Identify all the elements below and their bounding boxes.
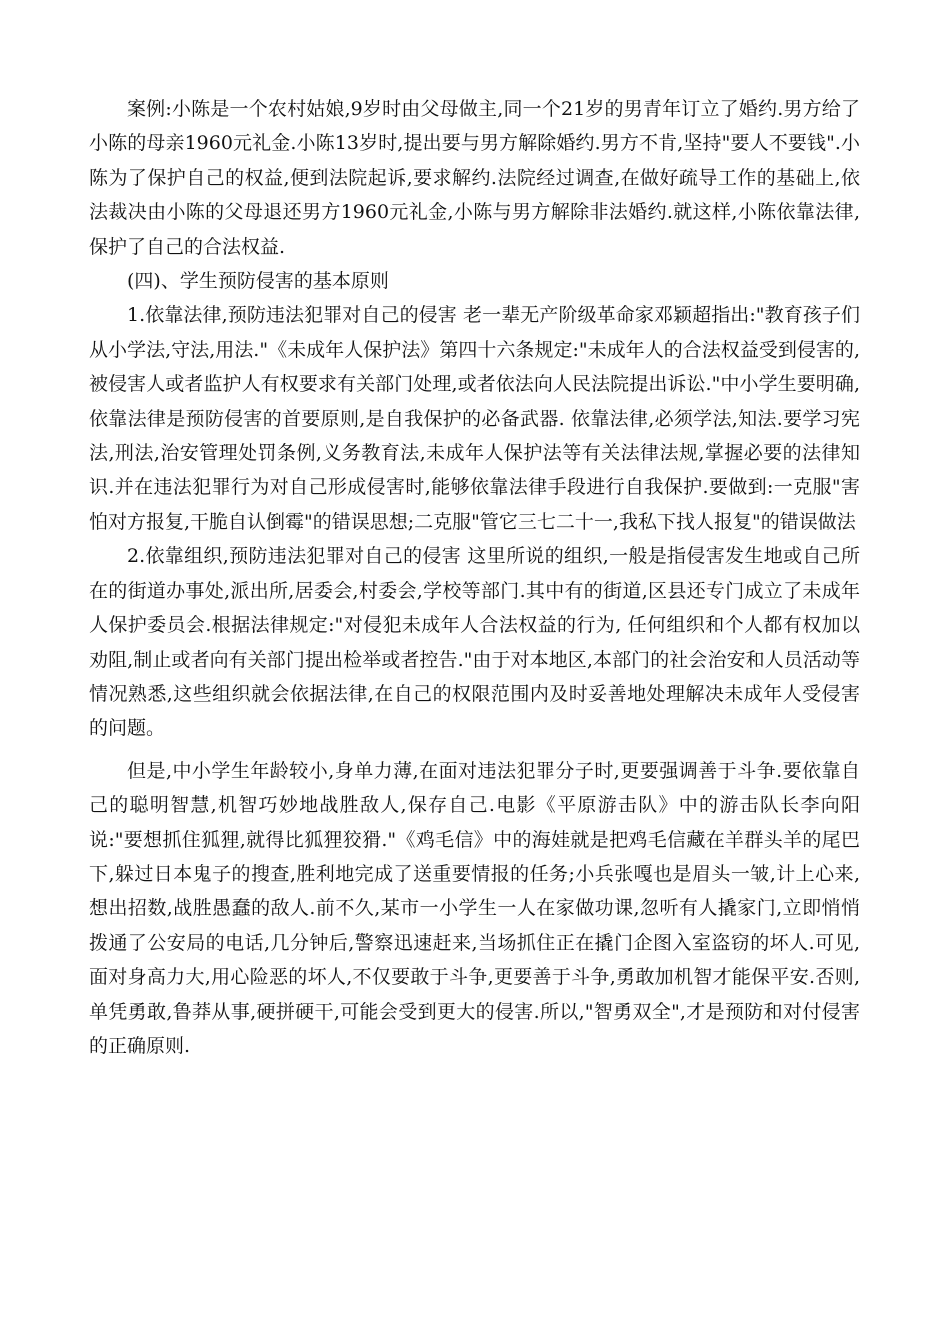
principle-law-paragraph: 1.依靠法律,预防违法犯罪对自己的侵害 老一辈无产阶级革命家邓颖超指出:"教育孩子们从小学法,守法,用法."《未成年人保护法》第四十六条规定:"未成年人的合法权益受到侵害的,被侵害人或者监护人有权要求有关部门处理,或者依法向人民法院提出诉讼."中小学生要明确,依靠法律是预防侵害的首要原则,是自我保护的必备武器. 依靠法律,必须学法,知法.要学习宪法,刑法,治安管理处罚条例,义务教育法,未成年人保护法等有关法律法规,掌握必要的法律知识.并在违法犯罪行为对自己形成侵害时,能够依靠法律手段进行自我保护.要做到:一克服"害怕对方报复,干脆自认倒霉"的错误思想;二克服"管它三七二十一,我私下找人报复"的错误做法 <box>89 304 860 533</box>
document-body <box>89 92 860 1063</box>
wisdom-courage-paragraph: 但是,中小学生年龄较小,身单力薄,在面对违法犯罪分子时,更要强调善于斗争.要依靠自己的聪明智慧,机智巧妙地战胜敌人,保存自己.电影《平原游击队》中的游击队长李向阳说:"要想抓住狐狸,就得比狐狸狡猾."《鸡毛信》中的海娃就是把鸡毛信藏在羊群头羊的尾巴下,躲过日本鬼子的搜查,胜利地完成了送重要情报的任务;小兵张嘎也是眉头一皱,计上心来,想出招数,战胜愚蠢的敌人.前不久,某市一小学生一人在家做功课,忽听有人撬家门,立即悄悄拨通了公安局的电话,几分钟后,警察迅速赶来,当场抓住正在撬门企图入室盗窃的坏人.可见,面对身高力大,用心险恶的坏人,不仅要敢于斗争,更要善于斗争,勇敢加机智才能保平安.否则,单凭勇敢,鲁莽从事,硬拼硬干,可能会受到更大的侵害.所以,"智勇双全",才是预防和对付侵害的正确原则. <box>89 759 860 1057</box>
principle-organization-paragraph: 2.依靠组织,预防违法犯罪对自己的侵害 这里所说的组织,一般是指侵害发生地或自己所在的街道办事处,派出所,居委会,村委会,学校等部门.其中有的街道,区县还专门成立了未成年人保护委员会.根据法律规定:"对侵犯未成年人合法权益的行为, 任何组织和个人都有权加以劝阻,制止或者向有关部门提出检举或者控告."由于对本地区,本部门的社会治安和人员活动等情况熟悉,这些组织就会依据法律,在自己的权限范围内及时妥善地处理解决未成年人受侵害的问题。 <box>89 545 860 740</box>
paragraph-gap <box>89 746 860 754</box>
case-paragraph: 案例:小陈是一个农村姑娘,9岁时由父母做主,同一个21岁的男青年订立了婚约.男方给了小陈的母亲1960元礼金.小陈13岁时,提出要与男方解除婚约.男方不肯,坚持"要人不要钱".小陈为了保护自己的权益,便到法院起诉,要求解约.法院经过调查,在做好疏导工作的基础上,依法裁决由小陈的父母退还男方1960元礼金,小陈与男方解除非法婚约.就这样,小陈依靠法律,保护了自己的合法权益. <box>89 98 860 258</box>
section-heading: (四)、学生预防侵害的基本原则 <box>127 270 389 293</box>
